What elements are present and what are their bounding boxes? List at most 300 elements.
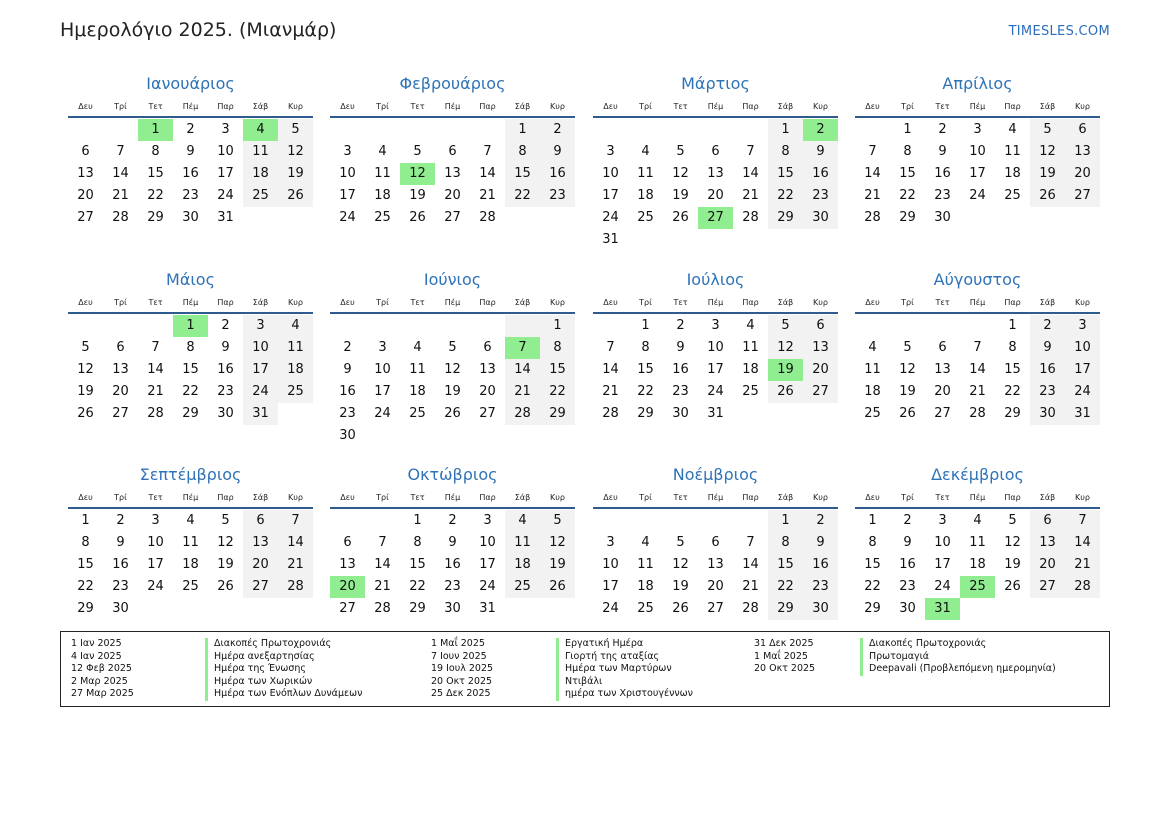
- day-cell: 22: [768, 185, 803, 207]
- day-cell: 17: [147, 557, 164, 572]
- weekday-label: Πέμ: [707, 102, 724, 111]
- legend-dates-col-3: [754, 638, 815, 676]
- day-cell: 18: [409, 384, 426, 399]
- day-cell: 24: [1065, 381, 1100, 403]
- weekday-label: Παρ: [479, 102, 496, 111]
- day-cell: 9: [938, 144, 947, 159]
- day-cell: 2: [116, 513, 125, 528]
- weekday-label: Κυρ: [288, 493, 303, 502]
- holiday-day-cell: 7: [505, 337, 540, 359]
- day-cell: 5: [768, 315, 803, 337]
- day-cell: 23: [217, 384, 234, 399]
- weekday-label: Σάβ: [1039, 102, 1056, 111]
- day-cell: 4: [746, 318, 755, 333]
- day-cell: 16: [339, 384, 356, 399]
- day-cell: 3: [973, 122, 982, 137]
- day-cell: 8: [540, 337, 575, 359]
- day-cell: 29: [540, 403, 575, 425]
- day-cell: 8: [768, 141, 803, 163]
- month-name: Αύγουστος: [933, 270, 1022, 289]
- weekday-label: Τρί: [901, 102, 914, 111]
- day-cell: 28: [742, 601, 759, 616]
- day-cell: 11: [742, 340, 759, 355]
- weekday-label: Δευ: [340, 298, 355, 307]
- day-cell: 8: [868, 535, 877, 550]
- empty-cell: [365, 119, 400, 141]
- day-grid: [68, 510, 313, 620]
- weekday-header: [68, 489, 313, 509]
- day-cell: 28: [969, 406, 986, 421]
- weekday-label: Παρ: [742, 298, 759, 307]
- page-title: Ημερολόγιο 2025. (Μιανμάρ): [60, 19, 337, 41]
- day-cell: 25: [637, 210, 654, 225]
- day-cell: 4: [378, 144, 387, 159]
- weekday-label: Δευ: [603, 298, 618, 307]
- legend-holiday-name: Deepavali (Προβλεπόμενη ημερομηνία): [860, 663, 1056, 676]
- holiday-day-cell: 4: [243, 119, 278, 141]
- legend-holiday-name: Γιορτή της αταξίας: [556, 651, 693, 664]
- weekday-label: Τετ: [935, 102, 950, 111]
- day-cell: 8: [505, 141, 540, 163]
- weekday-label: Τρί: [901, 493, 914, 502]
- weekday-header: [330, 489, 575, 509]
- day-cell: 3: [151, 513, 160, 528]
- day-grid: [593, 119, 838, 251]
- legend-holiday-name: Διακοπές Πρωτοχρονιάς: [860, 638, 1056, 651]
- day-cell: 7: [151, 340, 160, 355]
- day-cell: 15: [77, 557, 94, 572]
- holiday-day-cell: 1: [173, 315, 208, 337]
- legend-date: 1 Μαΐ 2025: [431, 638, 485, 649]
- day-cell: 4: [973, 513, 982, 528]
- day-cell: 25: [864, 406, 881, 421]
- day-grid: [855, 119, 1100, 229]
- day-cell: 14: [1065, 532, 1100, 554]
- day-cell: 16: [803, 554, 838, 576]
- empty-cell: [400, 315, 435, 337]
- day-cell: 28: [374, 601, 391, 616]
- empty-cell: [103, 119, 138, 141]
- day-cell: 18: [374, 188, 391, 203]
- weekday-label: Δευ: [865, 298, 880, 307]
- day-cell: 13: [77, 166, 94, 181]
- day-cell: 28: [1065, 576, 1100, 598]
- month-name: Νοέμβριος: [672, 465, 759, 484]
- day-cell: 4: [641, 535, 650, 550]
- empty-cell: [505, 315, 540, 337]
- day-cell: 18: [637, 579, 654, 594]
- day-cell: 8: [641, 340, 650, 355]
- day-grid: [68, 315, 313, 425]
- day-cell: 11: [182, 535, 199, 550]
- day-cell: 30: [444, 601, 461, 616]
- weekday-label: Δευ: [603, 102, 618, 111]
- day-cell: 28: [112, 210, 129, 225]
- holiday-day-cell: 19: [768, 359, 803, 381]
- weekday-label: Τρί: [639, 493, 652, 502]
- day-cell: 23: [112, 579, 129, 594]
- day-cell: 9: [343, 362, 352, 377]
- day-cell: 13: [1065, 141, 1100, 163]
- day-cell: 14: [112, 166, 129, 181]
- day-cell: 30: [803, 207, 838, 229]
- month-name: Φεβρουάριος: [399, 74, 506, 93]
- weekday-label: Σάβ: [1039, 298, 1056, 307]
- empty-cell: [103, 315, 138, 337]
- weekday-label: Τετ: [673, 102, 688, 111]
- day-cell: 16: [899, 557, 916, 572]
- legend-holiday-name: Ημέρα των Μαρτύρων: [556, 663, 693, 676]
- day-cell: 24: [243, 381, 278, 403]
- day-cell: 24: [707, 384, 724, 399]
- day-cell: 25: [182, 579, 199, 594]
- day-cell: 1: [1008, 318, 1017, 333]
- empty-cell: [400, 119, 435, 141]
- day-cell: 28: [147, 406, 164, 421]
- day-cell: 16: [1030, 359, 1065, 381]
- day-cell: 23: [339, 406, 356, 421]
- empty-cell: [435, 315, 470, 337]
- day-cell: 9: [803, 141, 838, 163]
- weekday-label: Πέμ: [969, 102, 986, 111]
- day-cell: 22: [768, 576, 803, 598]
- day-cell: 11: [409, 362, 426, 377]
- day-cell: 20: [479, 384, 496, 399]
- day-cell: 4: [868, 340, 877, 355]
- day-cell: 9: [676, 340, 685, 355]
- day-cell: 17: [602, 188, 619, 203]
- day-cell: 17: [934, 557, 951, 572]
- day-cell: 21: [374, 579, 391, 594]
- day-cell: 1: [413, 513, 422, 528]
- day-cell: 30: [803, 598, 838, 620]
- day-cell: 26: [768, 381, 803, 403]
- day-cell: 6: [938, 340, 947, 355]
- weekday-label: Σάβ: [514, 298, 531, 307]
- day-cell: 27: [707, 601, 724, 616]
- day-cell: 15: [182, 362, 199, 377]
- day-cell: 31: [707, 406, 724, 421]
- day-cell: 22: [182, 384, 199, 399]
- day-cell: 25: [374, 210, 391, 225]
- day-cell: 12: [1004, 535, 1021, 550]
- weekday-label: Τετ: [673, 493, 688, 502]
- day-cell: 18: [864, 384, 881, 399]
- day-cell: 27: [479, 406, 496, 421]
- day-cell: 11: [505, 532, 540, 554]
- weekday-header: [593, 98, 838, 118]
- month-block: [855, 72, 1100, 229]
- empty-cell: [330, 315, 365, 337]
- day-cell: 11: [278, 337, 313, 359]
- day-cell: 15: [1004, 362, 1021, 377]
- day-cell: 20: [1065, 163, 1100, 185]
- day-cell: 21: [505, 381, 540, 403]
- day-grid: [855, 510, 1100, 620]
- weekday-label: Πέμ: [707, 493, 724, 502]
- weekday-label: Τετ: [410, 298, 425, 307]
- weekday-header: [855, 489, 1100, 509]
- day-cell: 21: [112, 188, 129, 203]
- day-cell: 20: [444, 188, 461, 203]
- day-cell: 4: [1008, 122, 1017, 137]
- day-cell: 6: [243, 510, 278, 532]
- day-cell: 2: [903, 513, 912, 528]
- day-cell: 6: [448, 144, 457, 159]
- day-cell: 24: [147, 579, 164, 594]
- empty-cell: [365, 510, 400, 532]
- day-cell: 1: [505, 119, 540, 141]
- empty-cell: [628, 510, 663, 532]
- day-cell: 27: [112, 406, 129, 421]
- holiday-day-cell: 31: [925, 598, 960, 620]
- day-cell: 21: [479, 188, 496, 203]
- site-link[interactable]: TIMESLES.COM: [1008, 24, 1110, 39]
- day-cell: 11: [637, 557, 654, 572]
- day-cell: 9: [903, 535, 912, 550]
- month-name: Σεπτέμβριος: [139, 465, 242, 484]
- day-cell: 6: [711, 144, 720, 159]
- day-cell: 17: [243, 359, 278, 381]
- day-cell: 30: [672, 406, 689, 421]
- day-cell: 19: [444, 384, 461, 399]
- legend-holiday-name: Ντιβάλι: [556, 676, 693, 689]
- day-cell: 31: [1065, 403, 1100, 425]
- day-cell: 8: [81, 535, 90, 550]
- day-cell: 21: [1065, 554, 1100, 576]
- day-cell: 30: [934, 210, 951, 225]
- day-cell: 3: [221, 122, 230, 137]
- day-cell: 14: [602, 362, 619, 377]
- day-cell: 15: [409, 557, 426, 572]
- day-cell: 15: [864, 557, 881, 572]
- day-cell: 21: [278, 554, 313, 576]
- holiday-day-cell: 2: [803, 119, 838, 141]
- day-cell: 26: [77, 406, 94, 421]
- legend-names-col-2: [556, 638, 693, 701]
- day-cell: 29: [768, 598, 803, 620]
- day-cell: 16: [934, 166, 951, 181]
- day-grid: [593, 315, 838, 425]
- empty-cell: [733, 119, 768, 141]
- day-cell: 28: [505, 403, 540, 425]
- weekday-header: [68, 294, 313, 314]
- day-grid: [593, 510, 838, 620]
- day-cell: 15: [540, 359, 575, 381]
- weekday-label: Πέμ: [444, 298, 461, 307]
- day-cell: 22: [540, 381, 575, 403]
- day-cell: 14: [742, 166, 759, 181]
- day-cell: 2: [938, 122, 947, 137]
- day-cell: 3: [343, 144, 352, 159]
- day-cell: 23: [444, 579, 461, 594]
- month-name: Οκτώβριος: [407, 465, 498, 484]
- legend-holiday-name: Ημέρα της Ένωσης: [205, 663, 362, 676]
- day-cell: 9: [116, 535, 125, 550]
- day-cell: 28: [278, 576, 313, 598]
- day-cell: 30: [339, 428, 356, 443]
- day-cell: 7: [278, 510, 313, 532]
- day-cell: 12: [672, 166, 689, 181]
- weekday-label: Δευ: [603, 493, 618, 502]
- month-block: [330, 268, 575, 447]
- day-cell: 9: [186, 144, 195, 159]
- day-cell: 12: [672, 557, 689, 572]
- empty-cell: [663, 119, 698, 141]
- day-cell: 25: [505, 576, 540, 598]
- day-cell: 2: [186, 122, 195, 137]
- day-cell: 21: [147, 384, 164, 399]
- day-cell: 31: [217, 210, 234, 225]
- month-name: Απρίλιος: [942, 74, 1013, 93]
- day-cell: 12: [540, 532, 575, 554]
- legend-holiday-name: ημέρα των Χριστουγέννων: [556, 688, 693, 701]
- day-cell: 9: [448, 535, 457, 550]
- day-cell: 24: [934, 579, 951, 594]
- day-cell: 5: [1030, 119, 1065, 141]
- day-cell: 4: [505, 510, 540, 532]
- month-block: [593, 463, 838, 620]
- day-cell: 6: [116, 340, 125, 355]
- weekday-label: Κυρ: [1075, 493, 1090, 502]
- holiday-day-cell: 27: [698, 207, 733, 229]
- weekday-label: Παρ: [217, 102, 234, 111]
- day-cell: 2: [540, 119, 575, 141]
- empty-cell: [698, 510, 733, 532]
- legend-holiday-name: Πρωτομαγιά: [860, 651, 1056, 664]
- day-cell: 26: [540, 576, 575, 598]
- weekday-label: Παρ: [479, 298, 496, 307]
- day-cell: 15: [505, 163, 540, 185]
- day-cell: 13: [934, 362, 951, 377]
- day-cell: 16: [182, 166, 199, 181]
- day-cell: 23: [934, 188, 951, 203]
- day-cell: 12: [768, 337, 803, 359]
- legend-holiday-name: Διακοπές Πρωτοχρονιάς: [205, 638, 362, 651]
- day-cell: 2: [803, 510, 838, 532]
- weekday-label: Τετ: [148, 102, 163, 111]
- day-grid: [855, 315, 1100, 425]
- weekday-label: Σάβ: [777, 493, 794, 502]
- day-cell: 8: [151, 144, 160, 159]
- empty-cell: [925, 315, 960, 337]
- day-cell: 26: [444, 406, 461, 421]
- day-cell: 10: [707, 340, 724, 355]
- empty-cell: [855, 119, 890, 141]
- weekday-label: Κυρ: [1075, 298, 1090, 307]
- month-name: Μάιος: [166, 270, 215, 289]
- empty-cell: [890, 315, 925, 337]
- legend-date: 20 Οκτ 2025: [431, 675, 493, 687]
- weekday-header: [330, 294, 575, 314]
- day-cell: 14: [278, 532, 313, 554]
- day-cell: 29: [1004, 406, 1021, 421]
- day-cell: 26: [217, 579, 234, 594]
- day-cell: 9: [540, 141, 575, 163]
- day-cell: 21: [969, 384, 986, 399]
- day-cell: 30: [182, 210, 199, 225]
- day-cell: 27: [1030, 576, 1065, 598]
- day-cell: 8: [1008, 340, 1017, 355]
- day-cell: 14: [969, 362, 986, 377]
- day-cell: 10: [602, 166, 619, 181]
- day-cell: 30: [112, 601, 129, 616]
- empty-cell: [68, 315, 103, 337]
- empty-cell: [470, 315, 505, 337]
- weekday-label: Πέμ: [444, 493, 461, 502]
- weekday-label: Πέμ: [182, 102, 199, 111]
- day-cell: 13: [1030, 532, 1065, 554]
- day-cell: 29: [77, 601, 94, 616]
- day-cell: 27: [444, 210, 461, 225]
- holiday-legend: [60, 631, 1110, 707]
- day-cell: 18: [1004, 166, 1021, 181]
- day-cell: 11: [1004, 144, 1021, 159]
- weekday-label: Πέμ: [444, 102, 461, 111]
- day-cell: 18: [742, 362, 759, 377]
- day-cell: 26: [278, 185, 313, 207]
- day-cell: 31: [602, 232, 619, 247]
- weekday-label: Τρί: [114, 493, 127, 502]
- day-cell: 1: [540, 315, 575, 337]
- month-block: [855, 268, 1100, 425]
- day-cell: 12: [899, 362, 916, 377]
- day-cell: 19: [1030, 163, 1065, 185]
- day-cell: 15: [147, 166, 164, 181]
- weekday-header: [330, 98, 575, 118]
- weekday-label: Δευ: [78, 298, 93, 307]
- day-cell: 13: [479, 362, 496, 377]
- legend-date: 12 Φεβ 2025: [71, 663, 132, 674]
- day-cell: 10: [374, 362, 391, 377]
- day-cell: 31: [243, 403, 278, 425]
- legend-holiday-name: Εργατική Ημέρα: [556, 638, 693, 651]
- day-cell: 29: [409, 601, 426, 616]
- day-cell: 7: [483, 144, 492, 159]
- day-cell: 15: [768, 163, 803, 185]
- day-cell: 3: [1065, 315, 1100, 337]
- month-block: [855, 463, 1100, 620]
- day-cell: 21: [742, 188, 759, 203]
- day-cell: 10: [602, 557, 619, 572]
- day-cell: 14: [505, 359, 540, 381]
- weekday-label: Δευ: [865, 493, 880, 502]
- weekday-label: Τρί: [901, 298, 914, 307]
- day-cell: 7: [746, 144, 755, 159]
- day-cell: 30: [1030, 403, 1065, 425]
- day-cell: 2: [221, 318, 230, 333]
- legend-date: 1 Ιαν 2025: [71, 638, 122, 649]
- weekday-label: Κυρ: [813, 298, 828, 307]
- weekday-label: Κυρ: [550, 298, 565, 307]
- day-cell: 19: [672, 188, 689, 203]
- empty-cell: [855, 315, 890, 337]
- empty-cell: [733, 510, 768, 532]
- month-name: Δεκέμβριος: [931, 465, 1024, 484]
- month-block: [330, 463, 575, 620]
- empty-cell: [663, 510, 698, 532]
- day-cell: 18: [637, 188, 654, 203]
- day-cell: 25: [278, 381, 313, 403]
- legend-names-col-3: [860, 638, 1056, 676]
- weekday-label: Τρί: [639, 298, 652, 307]
- day-cell: 1: [903, 122, 912, 137]
- day-cell: 1: [868, 513, 877, 528]
- day-cell: 11: [864, 362, 881, 377]
- day-cell: 10: [339, 166, 356, 181]
- weekday-label: Τρί: [376, 102, 389, 111]
- day-cell: 6: [1030, 510, 1065, 532]
